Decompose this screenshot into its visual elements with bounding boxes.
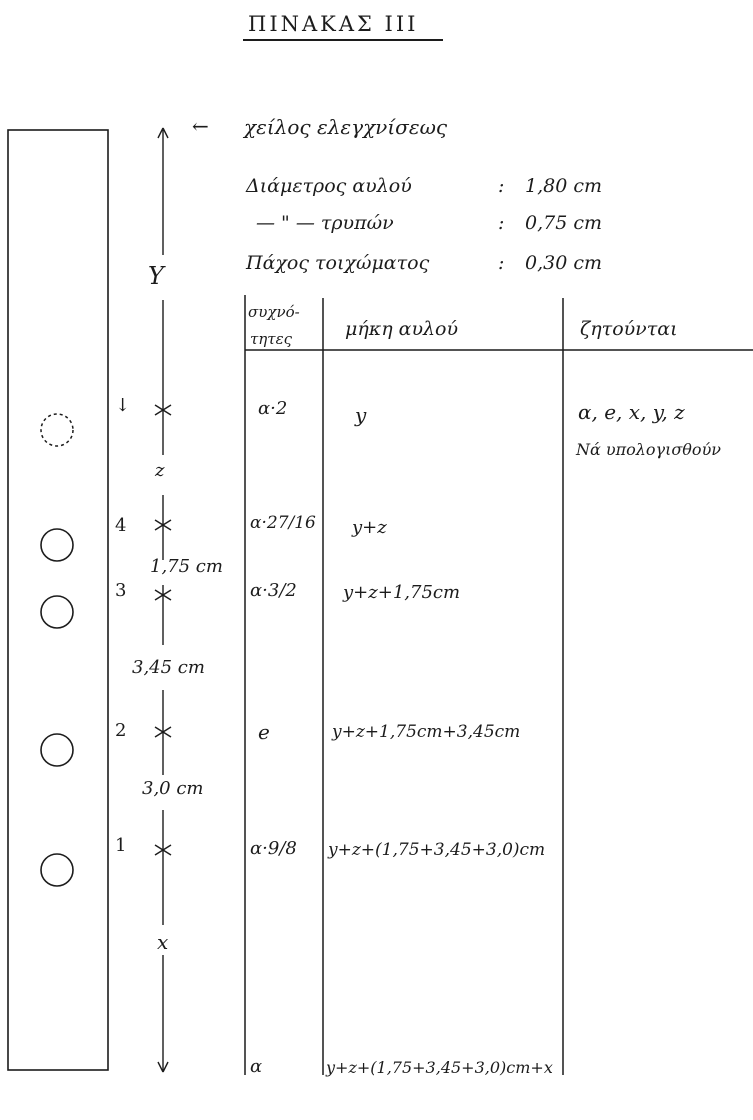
spec-value-diameter: 1,80 cm: [525, 175, 603, 197]
spec-value-holes: 0,75 cm: [525, 212, 603, 234]
row-1-length: y: [355, 403, 367, 427]
row-3-length: y+z+1,75cm: [343, 582, 461, 603]
row-2-freq: α·27/16: [250, 513, 316, 533]
spec-value-wall: 0,30 cm: [525, 252, 603, 274]
segment-345: 3,45 cm: [132, 657, 205, 678]
marker-2: 2: [115, 720, 127, 741]
marker-dashed: ↓: [115, 395, 131, 416]
marker-3: 3: [115, 580, 127, 601]
hole-dashed: [41, 414, 73, 446]
header-sought: ζητούνται: [580, 318, 678, 340]
hole-4: [41, 529, 73, 561]
spec-sep-diameter: :: [498, 175, 505, 197]
sought-instruction: Νά υπολογισθούν: [576, 440, 722, 459]
row-6-length: y+z+(1,75+3,45+3,0)cm+x: [326, 1058, 553, 1077]
segment-x: x: [157, 930, 169, 954]
header-freq-top: συχνό-: [248, 303, 300, 321]
page-title: ΠΙΝΑΚΑΣ ΙΙΙ: [248, 12, 419, 36]
hole-2: [41, 734, 73, 766]
row-5-length: y+z+(1,75+3,45+3,0)cm: [328, 840, 546, 860]
arrow-left-icon: ←: [192, 114, 209, 138]
row-1-freq: α·2: [258, 398, 288, 419]
spec-label-wall: Πάχος τοιχώματος: [246, 252, 430, 274]
row-2-length: y+z: [352, 517, 387, 538]
marker-1: 1: [115, 835, 127, 856]
tube-outline: [8, 130, 108, 1070]
mouth-label: χείλος ελεγχνίσεως: [244, 115, 448, 139]
header-freq-bottom: τητες: [250, 330, 293, 348]
row-5-freq: α·9/8: [250, 838, 297, 859]
sought-variables: α, e, x, y, z: [578, 400, 685, 424]
hole-3: [41, 596, 73, 628]
marker-4: 4: [115, 515, 127, 536]
hole-1: [41, 854, 73, 886]
spec-label-holes: — " — τρυπών: [256, 212, 394, 234]
spec-sep-holes: :: [498, 212, 505, 234]
segment-175: 1,75 cm: [150, 556, 223, 577]
row-6-freq: α: [250, 1056, 263, 1077]
segment-30: 3,0 cm: [142, 778, 204, 799]
spec-label-diameter: Διάμετρος αυλού: [246, 175, 412, 197]
row-4-length: y+z+1,75cm+3,45cm: [332, 722, 521, 742]
header-length: μήκη αυλού: [345, 318, 459, 340]
row-4-freq: e: [258, 720, 270, 744]
spec-sep-wall: :: [498, 252, 505, 274]
segment-z: z: [155, 460, 165, 481]
label-y: Y: [148, 262, 164, 290]
row-3-freq: α·3/2: [250, 580, 297, 601]
